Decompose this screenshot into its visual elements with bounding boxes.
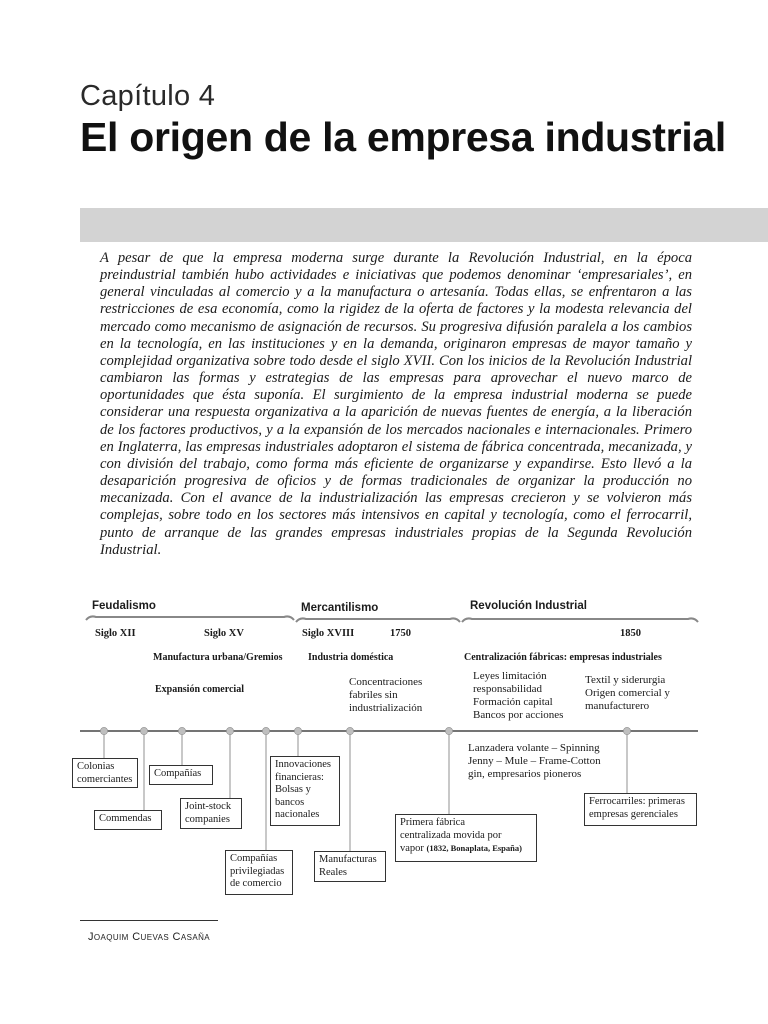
bracket-revolucion <box>462 618 698 622</box>
label-textil-siderurgia: Textil y siderurgia Origen comercial y manufacturero <box>585 674 670 712</box>
box-colonias-comerciantes: Colonias comerciantes <box>72 758 138 788</box>
chapter-label: Capítulo 4 <box>80 80 216 112</box>
timeline-dot <box>346 727 353 734</box>
label-manufactura-gremios: Manufactura urbana/Gremios <box>153 652 283 663</box>
era-feudalismo: Feudalismo <box>92 600 156 612</box>
chapter-title: El origen de la empresa industrial <box>80 114 727 160</box>
footer-author: Joaquim Cuevas Casaña <box>88 931 210 943</box>
timeline-dot <box>623 727 630 734</box>
footer-rule <box>80 920 218 921</box>
timeline-dot <box>100 727 107 734</box>
period-siglo-xv: Siglo XV <box>204 628 244 639</box>
timeline-dot <box>445 727 452 734</box>
timeline-dot <box>178 727 185 734</box>
label-leyes-limitacion: Leyes limitación responsabilidad Formación capital Bancos por acciones <box>473 670 564 721</box>
label-expansion-comercial: Expansión comercial <box>155 684 244 695</box>
era-revolucion-industrial: Revolución Industrial <box>470 600 587 612</box>
timeline-dot <box>262 727 269 734</box>
period-siglo-xviii: Siglo XVIII <box>302 628 355 639</box>
timeline-dot <box>140 727 147 734</box>
box-commendas: Commendas <box>94 810 162 830</box>
box-primera-fabrica: Primera fábrica centralizada movida por vapor (1832, Bonaplata, España) <box>395 814 537 862</box>
period-1850: 1850 <box>620 628 641 639</box>
box-ferrocarriles: Ferrocarriles: primeras empresas gerenciales <box>584 793 697 826</box>
bracket-feudalismo <box>86 616 294 620</box>
period-siglo-xii: Siglo XII <box>95 628 136 639</box>
period-1750: 1750 <box>390 628 411 639</box>
box-joint-stock: Joint-stock companies <box>180 798 242 829</box>
chapter-abstract: A pesar de que la empresa moderna surge durante la Revolución Industrial, en la época preindustrial también hubo actividades e iniciativas que podemos denominar ‘empresariales’, en general vinculadas al comercio y a la manufactura o artesanía. Todas ellas, se enfrentaron a las restricciones de esa economía, como la rigidez de la oferta de factores y la modesta relevancia del mercado como mecanismo de asignación de recursos. Su progresiva difusión paralela a los cambios en la tecnología, en las instituciones y en la demanda, originaron empresas de mayor tamaño y complejidad organizativa sobre todo desde el siglo XVII. Con los inicios de la Revolución Industrial cambiaron las formas y estrategias de las empresas para aprovechar el nuevo marco de oportunidades que ésta suponía. El surgimiento de la empresa industrial moderna se puede considerar una respuesta organizativa a la aparición de nuevas fuentes de energía, a la liberación de los factores productivos, y a la expansión de los mercados nacionales e internacionales. Primero en Inglaterra, las empresas industriales adoptaron el sistema de fábrica concentrada, mecanizada, y con división del trabajo, como forma más eficiente de organizarse y expandirse. Esto llevó a la desaparición progresiva de oficios y de formas tradicionales de organizar la producción no mecanizada. Con el avance de la industrialización las empresas crecieron y se volvieron más complejas, sobre todo en los sectores más intensivos en capital y tecnología, como el ferrocarril, punto de arranque de las grandes empresas industriales propias de la Segunda Revolución Industrial. <box>100 250 692 558</box>
timeline-dot <box>294 727 301 734</box>
box-manufacturas-reales: Manufacturas Reales <box>314 851 386 882</box>
box-companias-privilegiadas: Compañías privilegiadas de comercio <box>225 850 293 895</box>
label-industria-domestica: Industria doméstica <box>308 652 394 663</box>
box-companias: Compañías <box>149 765 213 785</box>
label-lanzadera-volante: Lanzadera volante – Spinning Jenny – Mule – Frame-Cotton gin, empresarios pioneros <box>468 742 601 780</box>
label-concentraciones-fabriles: Concentraciones fabriles sin industrialización <box>349 676 423 714</box>
timeline-dot <box>226 727 233 734</box>
box-innovaciones-financieras: Innovaciones financieras: Bolsas y bancos nacionales <box>270 756 340 826</box>
header-band <box>80 208 768 242</box>
bracket-mercantilismo <box>296 618 460 622</box>
label-centralizacion-fabricas: Centralización fábricas: empresas industriales <box>464 652 662 663</box>
era-mercantilismo: Mercantilismo <box>301 602 379 614</box>
